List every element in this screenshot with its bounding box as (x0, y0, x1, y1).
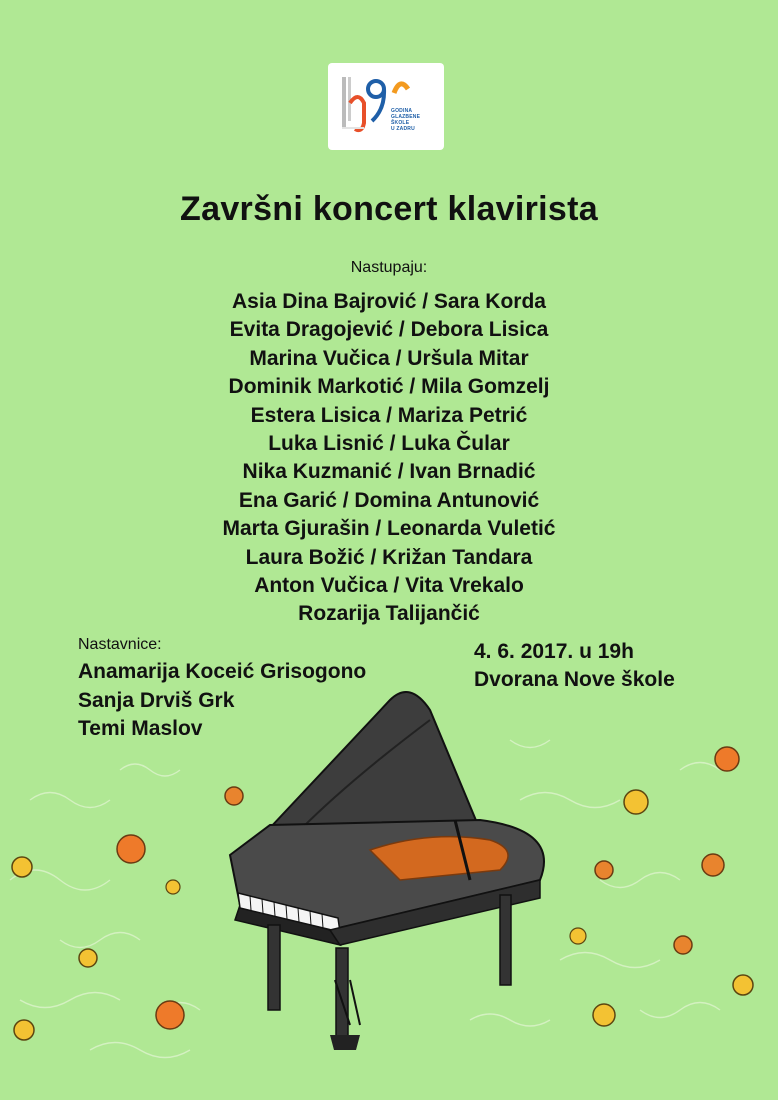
performers-intro: Nastupaju: (350, 259, 428, 276)
performer-pair: Anton Vučica / Vita Vrekalo (254, 574, 524, 598)
performers-list (0, 288, 778, 629)
event-info (474, 638, 675, 694)
performer-pair: Ena Garić / Domina Antunović (238, 488, 540, 512)
performer-pair: Evita Dragojević / Debora Lisica (229, 318, 549, 342)
school-logo (328, 63, 444, 150)
performer-pair: Luka Lisnić / Luka Čular (268, 432, 510, 456)
performer-pair: Estera Lisica / Mariza Petrić (250, 403, 528, 427)
logo-emblem-icon (328, 63, 444, 150)
logo-caption: GODINA GLAZBENE ŠKOLE U ZADRU (391, 108, 421, 132)
teacher-name: Temi Maslov (78, 717, 203, 740)
grand-piano-icon (230, 692, 544, 1050)
performer-pair: Nika Kuzmanić / Ivan Brnadić (242, 460, 536, 484)
performer-pair: Marina Vučica / Uršula Mitar (249, 346, 529, 370)
page-title: Završni koncert klavirista (180, 190, 598, 228)
teacher-name: Anamarija Koceić Grisogono (78, 660, 367, 683)
teacher-name: Sanja Drviš Grk (78, 688, 235, 712)
performer-pair: Dominik Markotić / Mila Gomzelj (228, 375, 550, 399)
event-date: 4. 6. 2017. u 19h (474, 640, 634, 663)
event-venue: Dvorana Nove škole (474, 668, 675, 691)
performer-pair: Laura Božić / Križan Tandara (245, 545, 533, 569)
performer-pair: Rozarija Talijančić (298, 602, 480, 626)
teachers-label: Nastavnice: (78, 636, 162, 653)
teachers-block (78, 636, 366, 744)
performer-pair: Asia Dina Bajrović / Sara Korda (232, 290, 546, 313)
performer-pair: Marta Gjurašin / Leonarda Vuletić (222, 517, 556, 541)
